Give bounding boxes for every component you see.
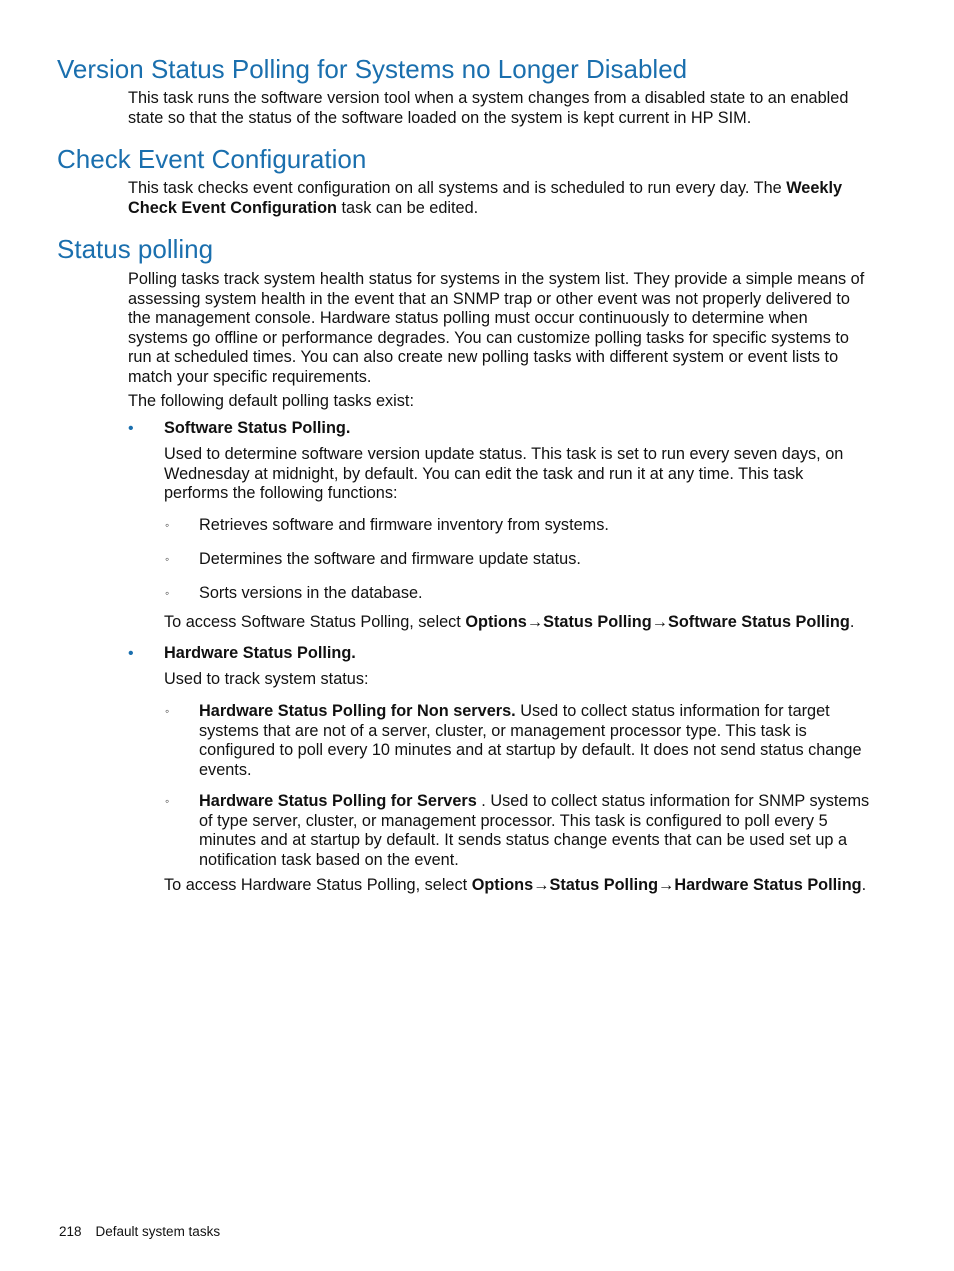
default-tasks-line: The following default polling tasks exist:: [128, 392, 414, 410]
heading-version-status-polling: Version Status Polling for Systems no Longer Disabled: [57, 54, 688, 84]
software-status-polling-description: Used to determine software version update status. This task is set to run every seven days, on Wednesday at midnight, by default. You can edit the task and run it at any time. This task performs the following functions:: [164, 445, 844, 502]
heading-check-event-configuration: Check Event Configuration: [57, 144, 367, 174]
page-number: 218: [59, 1224, 82, 1239]
software-access-instructions: To access Software Status Polling, select Options→Status Polling→Software Status Polling.: [164, 613, 855, 631]
right-arrow-icon: →: [658, 876, 675, 894]
hardware-servers-item: Hardware Status Polling for Servers . Used to collect status information for SNMP systems of type server, cluster, or management processor. This task is configured to poll every 5 minutes and at startup by default. It sends status change events that can be used set up a notification task based on the event.: [199, 792, 870, 869]
check-event-text-pre: This task checks event configuration on all systems and is scheduled to run every day. The: [128, 179, 787, 197]
version-status-paragraph: This task runs the software version tool when a system changes from a disabled state to an enabled state so that the status of the software loaded on the system is kept current in HP SIM.: [128, 89, 849, 127]
menu-path-options: Options: [465, 613, 527, 631]
menu-path-options: Options: [471, 876, 534, 894]
check-event-text-post: task can be edited.: [336, 198, 479, 217]
hardware-nonservers-item: Hardware Status Polling for Non servers. Used to collect status information for target systems that are not of a server, cluster, or management processor type. This task is configured to poll every 10 minutes and at startup by default. It does not send status change events.: [199, 702, 862, 779]
software-function-item: Retrieves software and firmware inventory from systems.: [199, 516, 609, 534]
software-status-polling-title: Software Status Polling.: [164, 419, 351, 437]
software-function-item: Sorts versions in the database.: [199, 584, 423, 602]
circle-bullet-icon: ◦: [165, 552, 170, 566]
page-footer: [59, 1223, 220, 1240]
circle-bullet-icon: ◦: [165, 586, 170, 600]
circle-bullet-icon: ◦: [165, 794, 170, 808]
hardware-access-instructions: To access Hardware Status Polling, select Options→Status Polling→Hardware Status Polling.: [164, 876, 867, 894]
menu-path-hardware-status-polling: Hardware Status Polling: [674, 876, 862, 894]
bullet-icon: •: [128, 645, 134, 662]
menu-path-software-status-polling: Software Status Polling: [667, 613, 850, 631]
chapter-title: Default system tasks: [95, 1224, 221, 1239]
circle-bullet-icon: ◦: [165, 518, 170, 532]
heading-status-polling: Status polling: [57, 234, 214, 264]
right-arrow-icon: →: [526, 613, 544, 631]
menu-path-status-polling: Status Polling: [549, 876, 659, 894]
check-event-task-name: Weekly Check Event Configuration: [128, 179, 843, 217]
right-arrow-icon: →: [651, 613, 668, 631]
check-event-paragraph: [128, 179, 870, 218]
menu-path-status-polling: Status Polling: [543, 613, 652, 631]
hardware-status-polling-description: Used to track system status:: [164, 670, 369, 688]
right-arrow-icon: →: [533, 876, 550, 894]
hardware-status-polling-title: Hardware Status Polling.: [164, 644, 356, 662]
status-polling-intro: Polling tasks track system health status for systems in the system list. They provide a simple means of assessing system health in the event that an SNMP trap or other event was not properly delivered to the management console. Hardware status polling must occur continuously to determine when systems go offline or performance degrades. You can customize polling tasks for specific systems to run at scheduled times. You can also create new polling tasks with different system or event lists to match your specific requirements.: [128, 270, 865, 386]
bullet-icon: •: [128, 420, 134, 437]
software-function-item: Determines the software and firmware update status.: [199, 550, 581, 568]
circle-bullet-icon: ◦: [165, 704, 170, 718]
